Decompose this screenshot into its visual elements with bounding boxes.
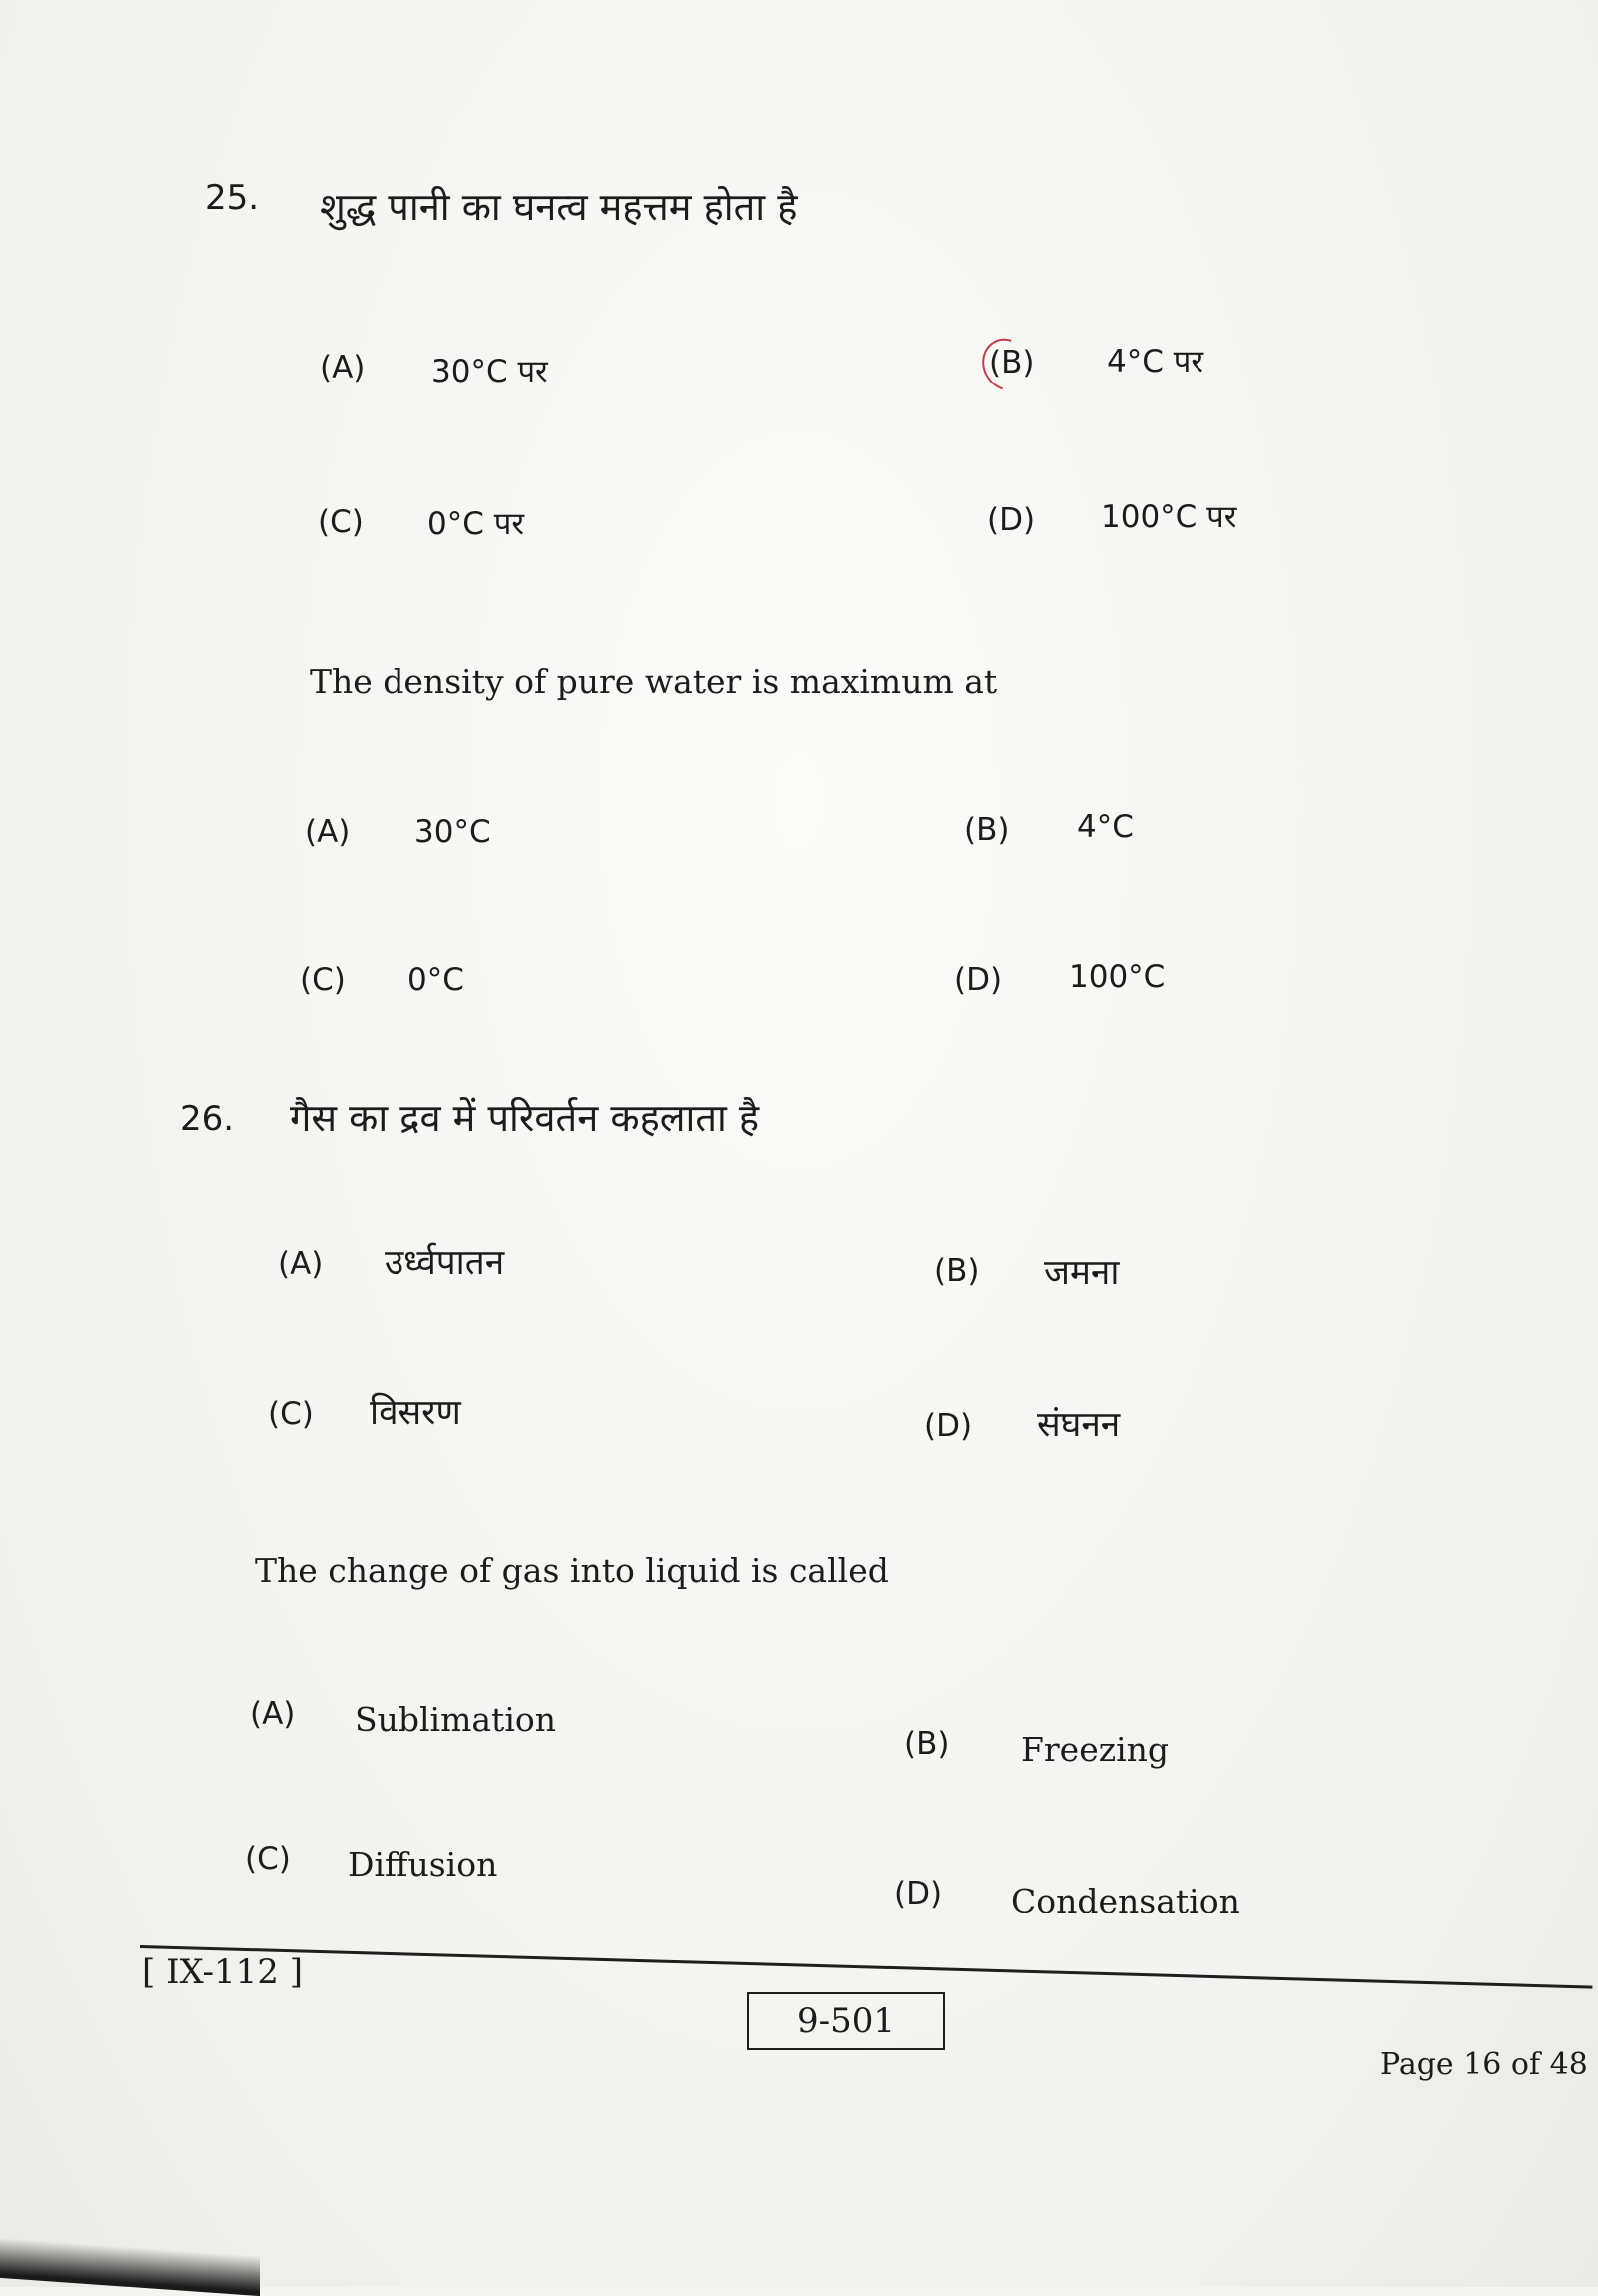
- q26-hindi-option-b-text: जमना: [1044, 1253, 1120, 1293]
- q26-english-option-d-label: (D): [894, 1876, 943, 1912]
- boxed-code: 9-501: [747, 1992, 945, 2050]
- question-26-number: 26.: [180, 1099, 235, 1139]
- q25-english-option-b-label: (B): [964, 812, 1010, 848]
- page-number: Page 16 of 48: [1380, 2047, 1588, 2082]
- q26-hindi-option-a-text: उर्ध्वपातन: [385, 1243, 505, 1283]
- q26-hindi-option-c-text: विसरण: [370, 1393, 461, 1433]
- question-25-hindi-text: शुद्ध पानी का घनत्व महत्तम होता है: [320, 185, 798, 229]
- q25-hindi-option-a-text: 30°C पर: [431, 354, 548, 389]
- q25-hindi-option-d-label: (D): [987, 502, 1036, 538]
- q25-hindi-option-b-text: 4°C पर: [1107, 344, 1204, 380]
- q26-english-option-d-text: Condensation: [1011, 1882, 1240, 1920]
- q25-hindi-option-b-label: (B): [989, 345, 1035, 381]
- q26-english-option-a-label: (A): [250, 1696, 296, 1732]
- footer-rule: [140, 1945, 1593, 1989]
- q26-english-option-c-label: (C): [245, 1841, 291, 1877]
- question-26-english-text: The change of gas into liquid is called: [255, 1551, 889, 1590]
- q26-hindi-option-b-label: (B): [934, 1253, 980, 1289]
- q25-english-option-d-label: (D): [954, 962, 1003, 998]
- q26-hindi-option-a-label: (A): [278, 1246, 324, 1282]
- q25-hindi-option-a-label: (A): [320, 350, 366, 385]
- q25-english-option-a-label: (A): [305, 814, 351, 850]
- q25-english-option-c-label: (C): [300, 962, 346, 998]
- question-25-english-text: The density of pure water is maximum at: [310, 662, 998, 701]
- question-26-hindi-text: गैस का द्रव में परिवर्तन कहलाता है: [290, 1096, 760, 1140]
- q25-hindi-option-c-text: 0°C पर: [427, 506, 525, 542]
- q26-hindi-option-d-label: (D): [924, 1408, 973, 1444]
- q25-hindi-option-c-label: (C): [318, 504, 364, 540]
- q25-english-option-a-text: 30°C: [414, 814, 491, 850]
- q26-hindi-option-d-text: संघनन: [1037, 1405, 1121, 1445]
- q25-english-option-b-text: 4°C: [1077, 809, 1134, 845]
- q25-english-option-c-text: 0°C: [407, 962, 464, 998]
- q25-hindi-option-d-text: 100°C पर: [1101, 499, 1237, 535]
- question-25-number: 25.: [205, 178, 260, 218]
- q26-english-option-b-label: (B): [904, 1726, 950, 1762]
- q26-english-option-a-text: Sublimation: [355, 1700, 556, 1739]
- q25-english-option-d-text: 100°C: [1069, 959, 1166, 995]
- q26-english-option-c-text: Diffusion: [348, 1845, 498, 1884]
- paper-code: [ IX-112 ]: [142, 1952, 303, 1992]
- q26-english-option-b-text: Freezing: [1021, 1730, 1170, 1769]
- q26-hindi-option-c-label: (C): [268, 1396, 314, 1432]
- page-edge-shadow: [0, 2238, 260, 2296]
